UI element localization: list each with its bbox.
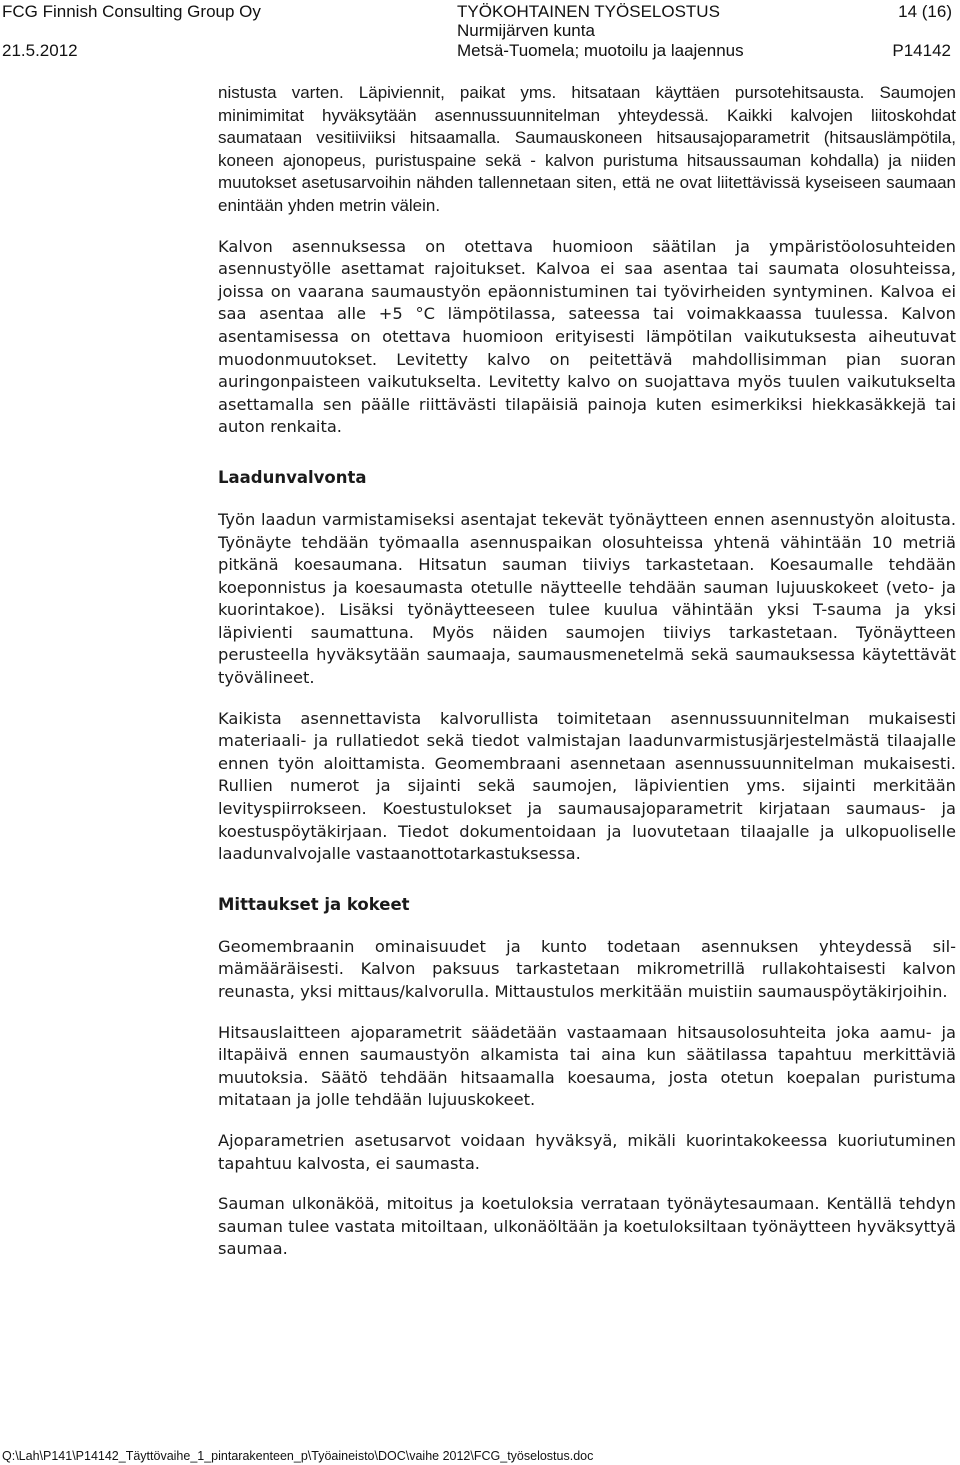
- document-date: 21.5.2012: [2, 41, 78, 60]
- paragraph-parameters: Hitsauslaitteen ajoparametrit säädetään vastaamaan hitsausolosuhteita joka aamu- ja iltapäivä ennen saumaustyön alkamista tai aina kun säätilassa tapahtuu merkittäviä muutoksia. Säätö tehdään hitsaamalla koesauma, josta otetun koepalan puristuma mitataan ja jolle tehdään lujuuskokeet.: [218, 1022, 956, 1110]
- project-name: Metsä-Tuomela; muotoilu ja laajennus: [457, 41, 744, 60]
- paragraph-welding: nistusta varten. Läpiviennit, paikat yms. hitsataan käyttäen pursotehitsausta. Saumojen minimimitat hyväksytään asennussuunnitelman yhteydessä. Kaikki kalvojen liitoskohdat saumataan vesitiiviiksi hitsaamalla. Saumauskoneen hitsausajoparametrit (hitsauslämpötila, koneen ajonopeus, puristuspaine sekä - kalvon puristuma hitsaussauman kohdalla) ja niiden muutokset asetusarvoihin nähden tallennetaan siten, että ne ovat liitettävissä kyseiseen saumaan enintään yhden metrin välein.: [218, 83, 956, 215]
- paragraph-seam-comparison: Sauman ulkonäköä, mitoitus ja koetuloksia verrataan työnäytesaumaan. Kentällä tehdyn sauman tulee vastata mitoiltaan, ulkonäöltään ja koetuloksiltaan työnäytteen hyväksyttyä saumaa.: [218, 1194, 956, 1259]
- company-name: FCG Finnish Consulting Group Oy: [2, 2, 261, 21]
- paragraph-installation-conditions: Kalvon asennuksessa on otettava huomioon säätilan ja ympäristöolosuhteiden asennustyölle asettamat rajoitukset. Kalvoa ei saa asentaa tai saumata olosuhteissa, joissa on vaarana saumaustyön epäonnistuminen tai työvirheiden syntyminen. Kalvoa ei saa asentaa alle +5 °C lämpötilassa, sateessa tai voimakkaassa tuulessa. Kalvon asentamisessa on otettava huomioon erityisesti lämpötilan vaikutuksesta aiheutuvat muodonmuutokset. Levitetty kalvo on peitettävä mahdollisimman pian suoran auringonpaisteen vaikutukselta. Levitetty kalvo on suojattava myös tuulen vaikutukselta asettamalla sen päälle riittävästi tilapäisiä painoja kuten esimerkiksi hiekkasäkkejä tai auton renkaita.: [218, 236, 956, 437]
- paragraph-peel-test: Ajoparametrien asetusarvot voidaan hyväksyä, mikäli kuorintakokeessa kuoriutuminen tapahtuu kalvosta, ei saumasta.: [218, 1130, 956, 1173]
- heading-quality-control: Laadunvalvonta: [218, 467, 367, 487]
- heading-measurements: Mittaukset ja kokeet: [218, 894, 410, 914]
- paragraph-work-sample: Työn laadun varmistamiseksi asentajat tekevät työnäytteen ennen asennustyön aloitusta. Työnäyte tehdään työmaalla asennuspaikan olosuhteissa yhtenä vähintään 10 metriä pitkänä koesaumana. Hitsatun sauman tiiviys tarkastetaan. Koesaumalle tehdään koeponnistus ja koesaumasta otetulle näytteelle tehdään sauman lujuuskokeet (veto- ja kuorintakoe). Lisäksi työnäytteeseen tulee kuulua vähintään yksi T-sauma ja yksi läpivienti saumattuna. Myös näiden saumojen tiiviys tarkastetaan. Työnäytteen perusteella hyväksytään saumaaja, saumausmenetelmä sekä saumauksessa käytettävät työvälineet.: [218, 509, 956, 688]
- client-name: Nurmijärven kunta: [457, 21, 595, 40]
- document-title: TYÖKOHTAINEN TYÖSELOSTUS: [457, 2, 720, 21]
- page-number: 14 (16): [898, 2, 952, 21]
- paragraph-thickness: Geomembraanin ominaisuudet ja kunto todetaan asennuksen yhteydessä silmämääräisesti. Kalvon paksuus tarkastetaan mikrometrillä rullakohtaisesti kalvon reunasta, yksi mittaus/kalvorulla. Mittaustulos merkitään muistiin saumauspöytäkirjoihin.: [218, 936, 956, 1001]
- paragraph-documentation: Kaikista asennettavista kalvorullista toimitetaan asennussuunnitelman mukaisesti materiaali- ja rullatiedot sekä tiedot valmistajan laadunvarmistusjärjestelmästä tilaajalle ennen työn aloittamista. Geomembraani asennetaan asennussuunnitelman mukaisesti. Rullien numerot ja sijainti sekä saumojen, läpivientien yms. sijainti merkitään levityspiirrokseen. Koestustulokset ja saumausajoparametrit kirjataan saumaus- ja koestuspöytäkirjaan. Tiedot dokumentoidaan ja luovutetaan tilaajalle ja ulkopuoliselle laadunvalvojalle vastaanottotarkastuksessa.: [218, 708, 956, 864]
- project-code: P14142: [892, 41, 951, 60]
- file-path-footer: Q:\Lah\P141\P14142_Täyttövaihe_1_pintarakenteen_p\Työaineisto\DOC\vaihe 2012\FCG_työselostus.doc: [2, 1449, 594, 1463]
- page-header: [0, 0, 960, 64]
- document-body: [218, 82, 956, 1261]
